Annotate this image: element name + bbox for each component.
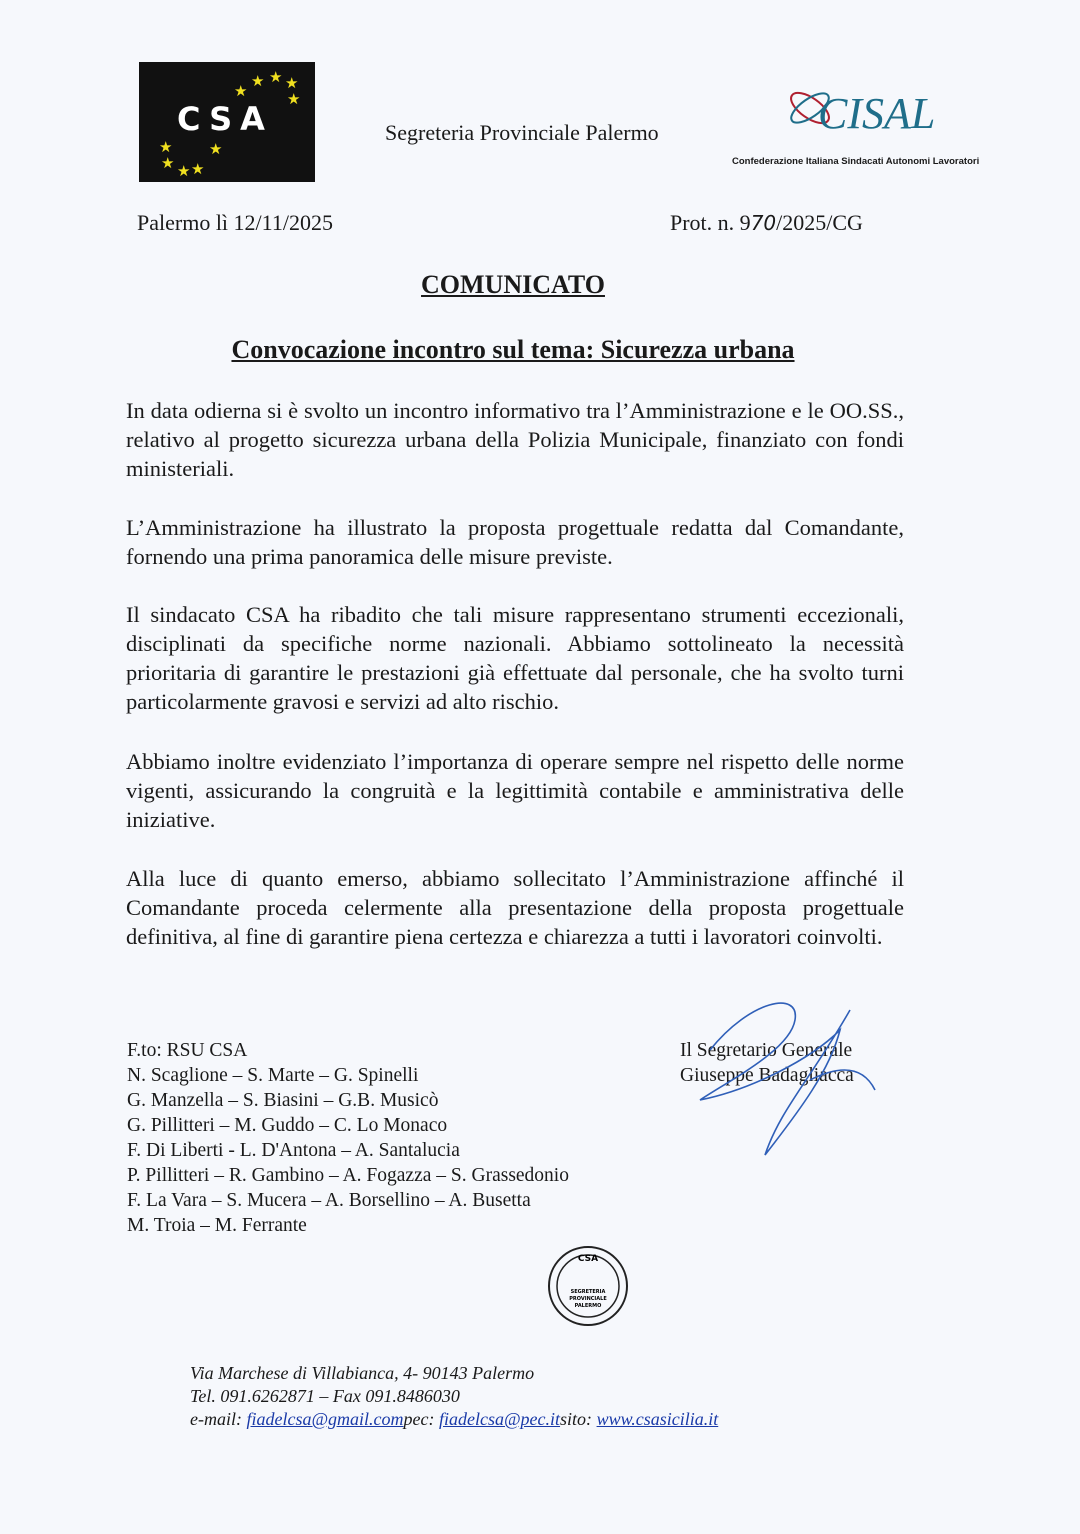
website-link[interactable]: www.csasicilia.it bbox=[596, 1409, 719, 1429]
body-paragraph: L’Amministrazione ha illustrato la proposta progettuale redatta dal Comandante, fornendo una prima panoramica delle misure previste. bbox=[126, 515, 904, 569]
body-paragraph: Abbiamo inoltre evidenziato l’importanza di operare sempre nel rispetto delle norme vigenti, assicurando la congruità e la legittimità contabile e amministrativa delle iniziative. bbox=[126, 749, 904, 832]
protocol-number: Prot. n. 970/2025/CG bbox=[670, 210, 863, 235]
handwritten-signature bbox=[690, 990, 890, 1160]
footer-contacts: Via Marchese di Villabianca, 4- 90143 Palermo Tel. 091.6262871 – Fax 091.8486030 e-mail: fiadelcsa@gmail.compec: fiadelcsa@pec.itsito: www.csasicilia.it bbox=[190, 1363, 719, 1429]
document-title: COMUNICATO bbox=[421, 270, 605, 299]
svg-text:PALERMO: PALERMO bbox=[574, 1303, 602, 1309]
body-paragraph: Alla luce di quanto emerso, abbiamo sollecitato l’Amministrazione affinché il Comandante proceda celermente alla presentazione della proposta progettuale definitiva, al fine di garantire piena certezza e chiarezza a tutti i lavoratori coinvolti. bbox=[126, 866, 904, 949]
cisal-subtitle: Confederazione Italiana Sindacati Autonomi Lavoratori bbox=[732, 156, 980, 167]
body-paragraph: In data odierna si è svolto un incontro informativo tra l’Amministrazione e le OO.SS., relativo al progetto sicurezza urbana della Polizia Municipale, finanziato con fondi ministeriali. bbox=[126, 398, 904, 481]
segreteria-heading: Segreteria Provinciale Palermo bbox=[385, 120, 659, 145]
body-paragraph: Il sindacato CSA ha ribadito che tali misure rappresentano strumenti eccezionali, disciplinati da specifiche norme nazionali. Abbiamo sottolineato la necessità prioritaria di garantire le prestazioni già effettuate dal personale, che ha svolto turni particolarmente gravosi e servizi ad alto rischio. bbox=[126, 602, 904, 714]
email-link[interactable]: fiadelcsa@gmail.com bbox=[246, 1409, 404, 1429]
document-subtitle: Convocazione incontro sul tema: Sicurezza urbana bbox=[231, 335, 795, 364]
csa-logo: ★ ★ ★ ★ ★ ★ ★ ★ ★ ★ CSA bbox=[139, 62, 315, 182]
cisal-logo-text: CISAL bbox=[818, 89, 936, 138]
rsu-signatories: F.to: RSU CSA N. Scaglione – S. Marte – G. Spinelli G. Manzella – S. Biasini – G.B. Musicò G. Pillitteri – M. Guddo – C. Lo Monaco F. Di Liberti - L. D'Antona – A. Santalucia P. Pillitteri – R. Gambino – A. Fogazza – S. Grassedonio F. La Vara – S. Mucera – A. Borsellino – A. Busetta M. Troia – M. Ferrante bbox=[127, 1040, 569, 1236]
secretary-block: Il Segretario Generale Giuseppe Badagliacca bbox=[680, 1040, 854, 1086]
svg-text:SEGRETERIA: SEGRETERIA bbox=[570, 1289, 606, 1295]
csa-stamp bbox=[547, 1245, 629, 1327]
svg-text:PROVINCIALE: PROVINCIALE bbox=[569, 1296, 607, 1302]
svg-text:CSA: CSA bbox=[577, 1254, 599, 1264]
pec-link[interactable]: fiadelcsa@pec.it bbox=[439, 1409, 561, 1429]
document-date: Palermo lì 12/11/2025 bbox=[137, 210, 333, 235]
